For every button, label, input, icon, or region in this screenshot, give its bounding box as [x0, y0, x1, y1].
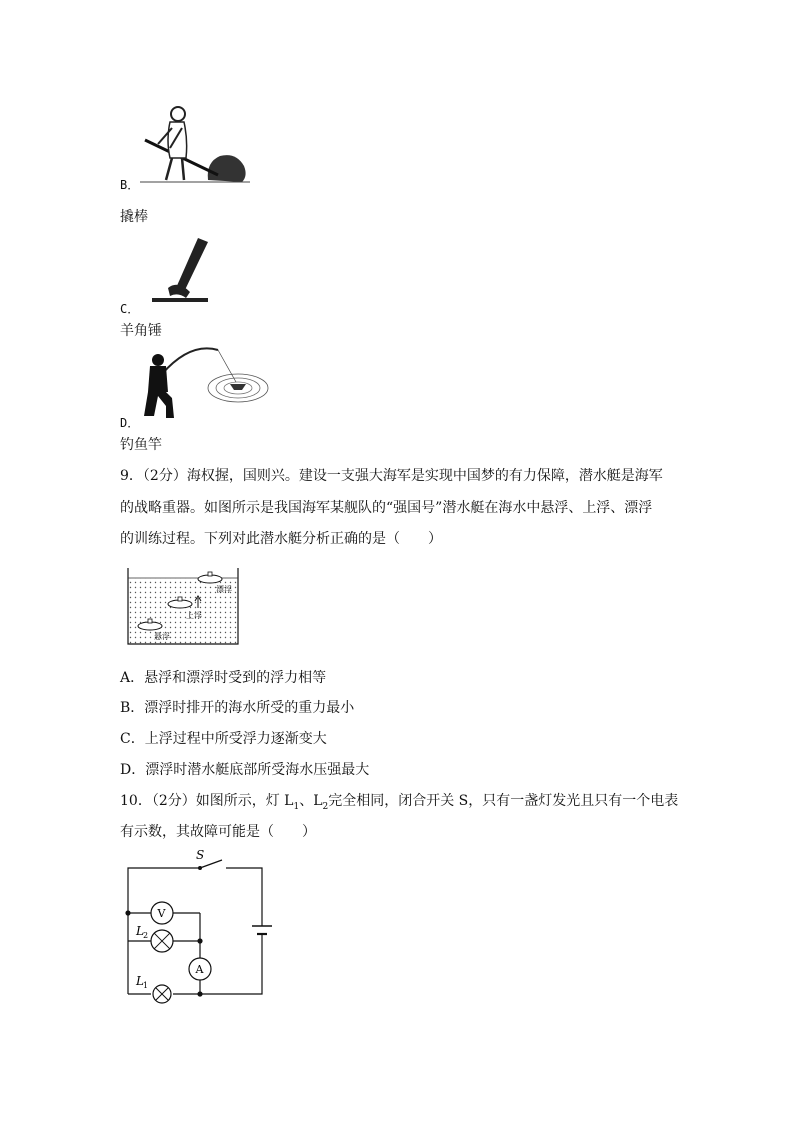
q10-circuit-figure: [118, 844, 278, 1004]
ammeter-label: A: [195, 963, 204, 976]
q10-stem-line-1: [120, 790, 678, 812]
option-b-letter: B．: [120, 178, 140, 192]
label-floating: 漂浮: [216, 585, 232, 594]
lamp-l2-label: L: [136, 924, 144, 938]
crowbar-illustration: [140, 100, 250, 185]
circuit-diagram: [118, 844, 278, 1004]
fishing-rod-illustration: [140, 346, 270, 421]
claw-hammer-illustration: [150, 236, 210, 306]
option-d-caption: 钓鱼竿: [120, 437, 162, 453]
q9-stem-line-2: 的战略重器。如图所示是我国海军某舰队的“强国号”潜水艇在海水中悬浮、上浮、漂浮: [120, 500, 653, 516]
q9-stem-line-3: 的训练过程。下列对此潜水艇分析正确的是（ ）: [120, 531, 442, 547]
lamp-l1-label: L: [136, 974, 144, 988]
option-d-figure: [140, 346, 270, 421]
ammeter-icon: [189, 958, 211, 980]
lamp-l2-sub: 2: [143, 931, 149, 940]
q10-stem-part-2: 、L: [299, 793, 323, 809]
option-d-letter: D．: [120, 416, 140, 430]
q10-stem-part-3: 完全相同，闭合开关 S，只有一盏灯发光且只有一个电表: [328, 793, 679, 809]
q10-stem-part-1: 10．（2分）如图所示，灯 L: [120, 793, 294, 809]
q9-option-b[interactable]: B．漂浮时排开的海水所受的重力最小: [120, 700, 355, 716]
voltmeter-label: V: [157, 907, 166, 920]
voltmeter-icon: [151, 902, 173, 924]
option-b-figure: [140, 100, 250, 185]
option-c-figure: [150, 236, 210, 306]
switch-label: S: [196, 848, 205, 862]
q9-option-a[interactable]: A．悬浮和漂浮时受到的浮力相等: [120, 670, 327, 686]
q9-option-c[interactable]: C．上浮过程中所受浮力逐渐变大: [120, 731, 327, 747]
q10-stem-line-2: 有示数，其故障可能是（ ）: [120, 824, 316, 840]
lamp-l2-icon: [135, 924, 173, 952]
lamp-l1-sub: 1: [143, 981, 149, 990]
q9-figure: [124, 566, 244, 648]
label-suspended: 悬浮: [154, 632, 170, 641]
q9-option-d[interactable]: D．漂浮时潜水艇底部所受海水压强最大: [120, 762, 370, 778]
option-c-letter: C．: [120, 302, 140, 316]
q10-sub-2: 2: [322, 801, 329, 812]
q9-stem-line-1: 9．（2分）海权握，国则兴。建设一支强大海军是实现中国梦的有力保障，潜水艇是海军: [120, 468, 663, 484]
q10-sub-1: 1: [293, 801, 300, 812]
option-b-caption: 撬棒: [120, 209, 148, 225]
lamp-l1-icon: [135, 974, 171, 1003]
option-c-caption: 羊角锤: [120, 323, 162, 339]
label-rising: 上浮: [186, 611, 202, 620]
submarine-tank-diagram: [124, 566, 244, 648]
